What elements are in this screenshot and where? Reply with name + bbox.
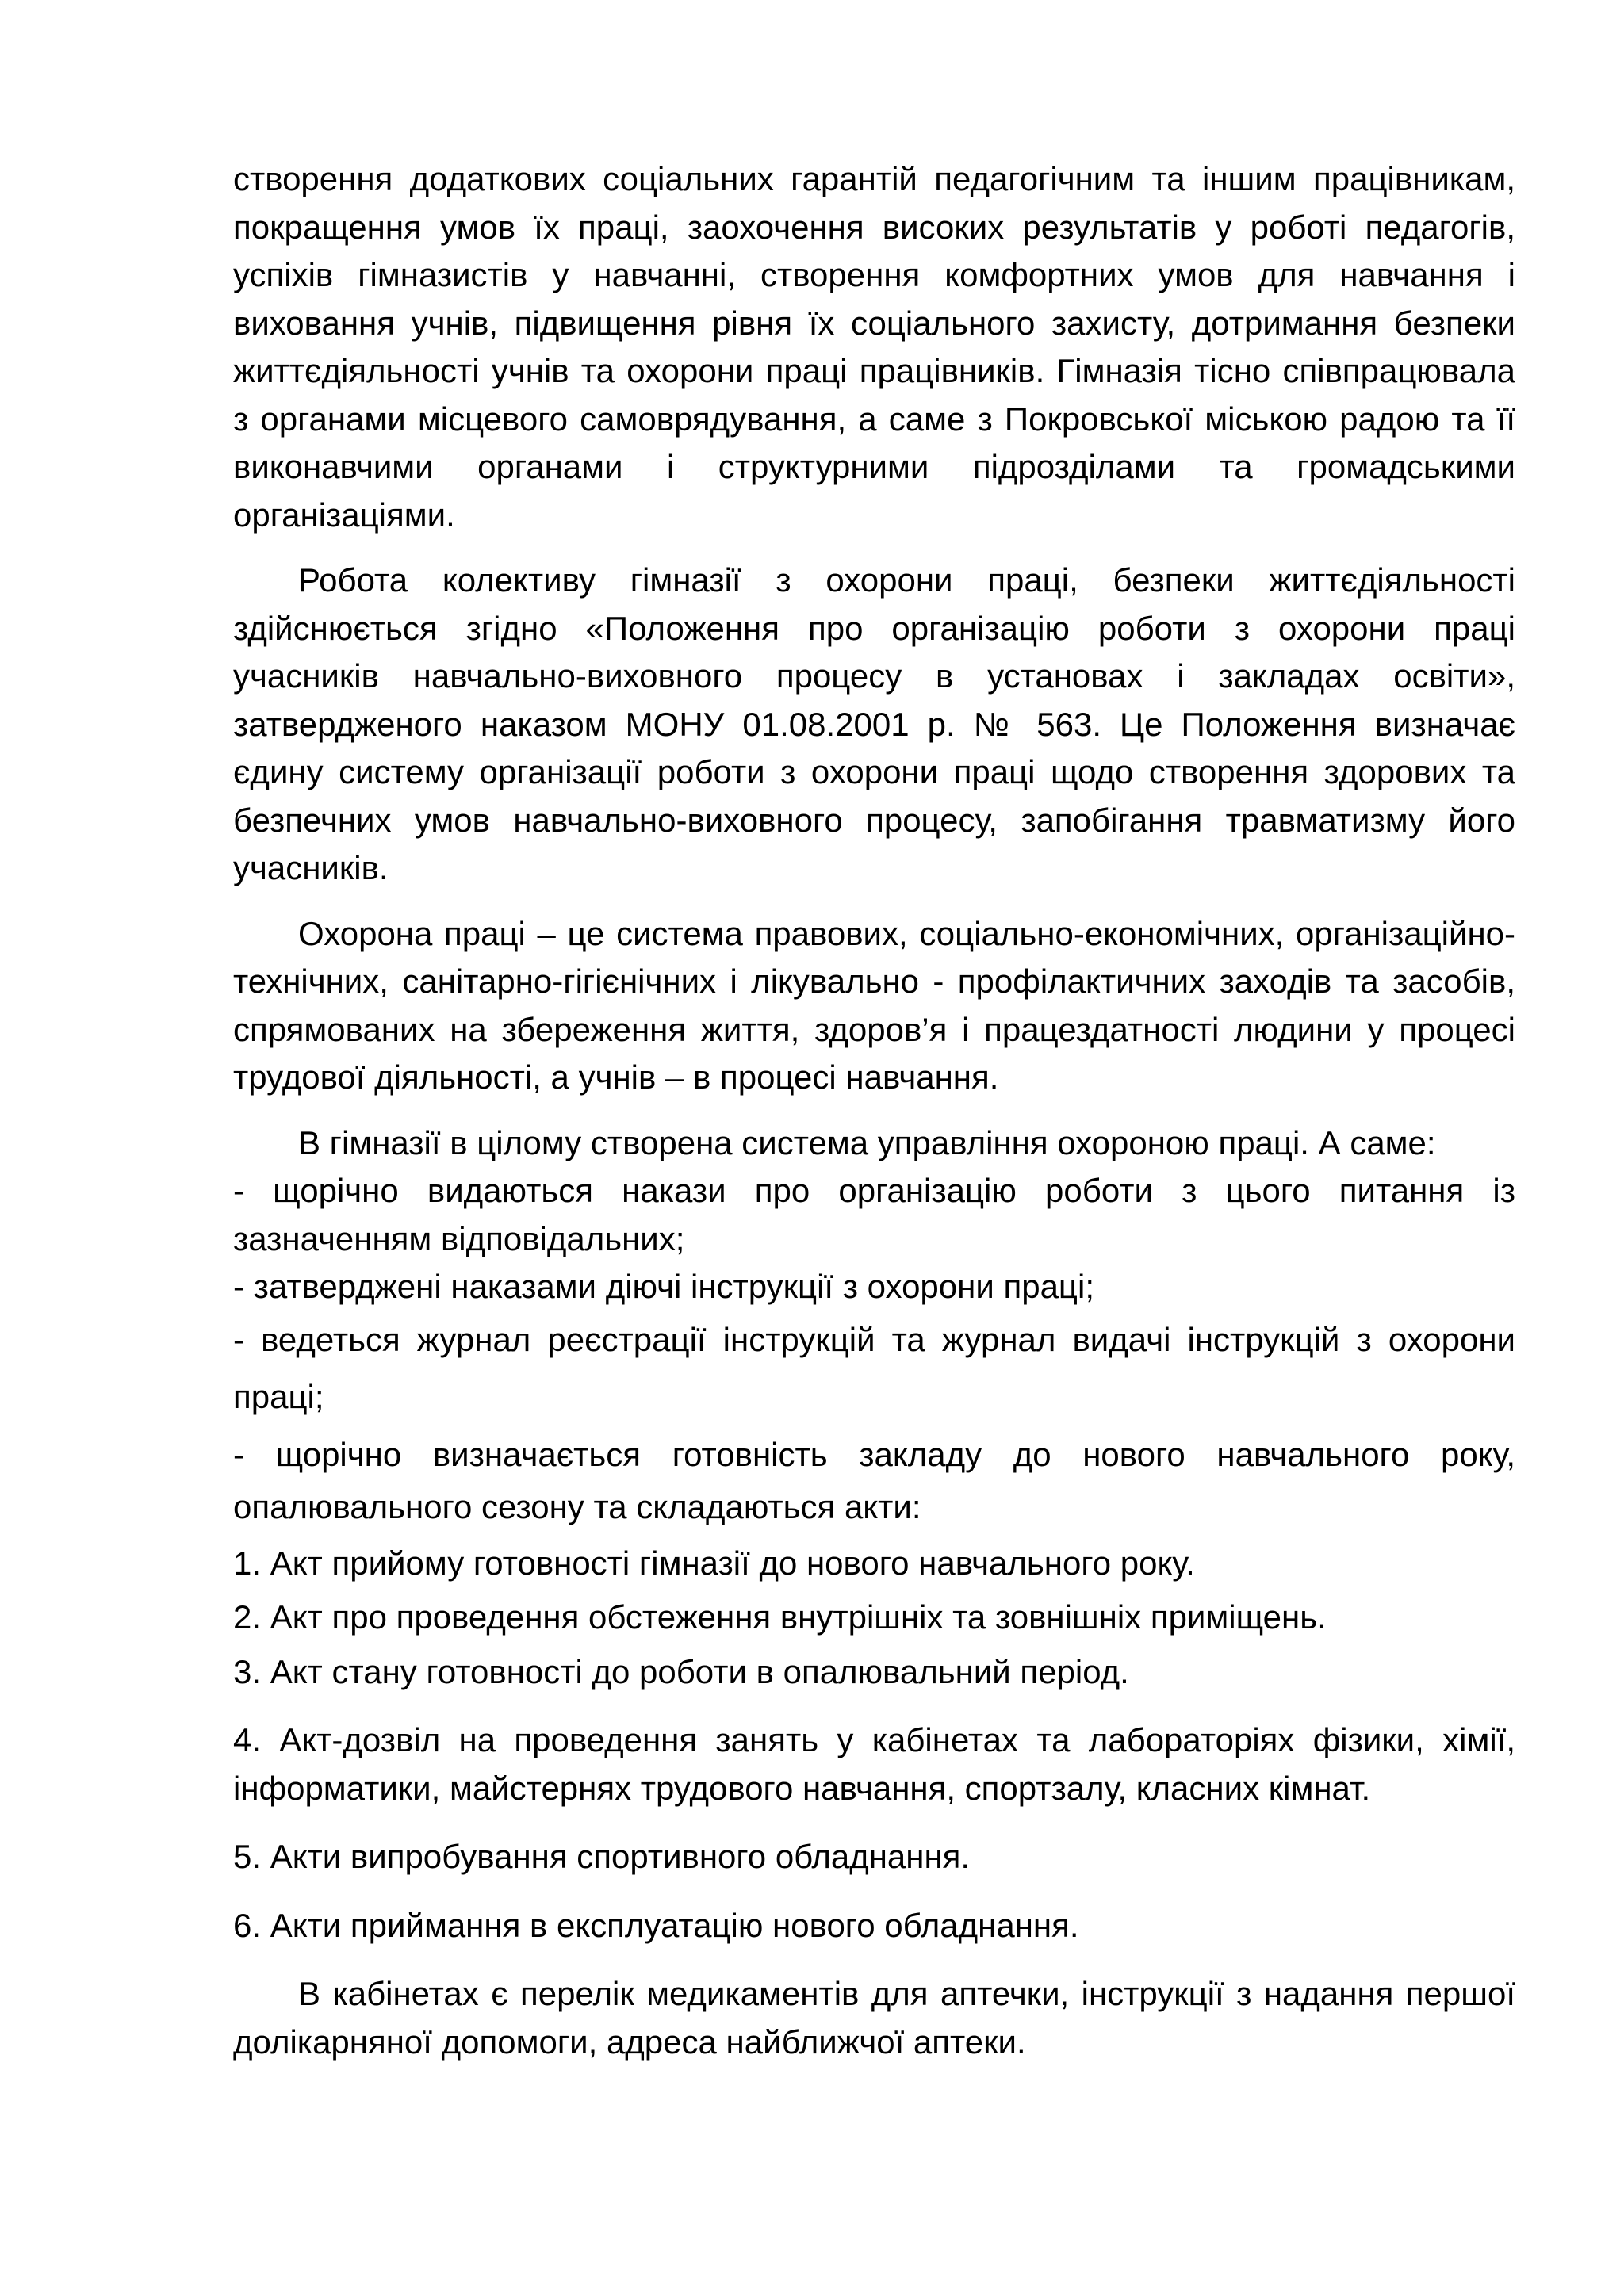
numbered-item: 3. Акт стану готовності до роботи в опалювальний період. <box>233 1652 1129 1690</box>
numbered-item: 1. Акт прийому готовності гімназії до нового навчального року. <box>233 1544 1195 1582</box>
dash-item: - ведеться журнал реєстрації інструкцій та журнал видачі інструкцій з охорони праці; <box>233 1320 1515 1415</box>
document-body <box>233 155 1515 2066</box>
paragraph-management-system: В гімназії в цілому створена система управління охороною праці. А саме: <box>298 1123 1436 1161</box>
paragraph-first-aid-kit: В кабінетах є перелік медикаментів для аптечки, інструкції з надання першої долікарняної допомоги, адреса найближчої аптеки. <box>233 1975 1515 2061</box>
numbered-item: 5. Акти випробування спортивного обладнання. <box>233 1838 971 1875</box>
numbered-item: 4. Акт-дозвіл на проведення занять у кабінетах та лабораторіях фізики, хімії, інформатики, майстернях трудового навчання, спортзалу, класних кімнат. <box>233 1721 1515 1807</box>
paragraph-labor-protection-regulation: Робота колективу гімназії з охорони праці, безпеки життєдіяльності здійснюється згідно «Положення про організацію роботи з охорони праці учасників навчально-виховного процесу в установах і закладах освіти», затвердженого наказом МОНУ 01.08.2001 р. № 563. Це Положення визначає єдину систему організації роботи з охорони праці щодо створення здорових та безпечних умов навчально-виховного процесу, запобігання травматизму його учасників. <box>233 561 1515 886</box>
numbered-item: 6. Акти приймання в експлуатацію нового обладнання. <box>233 1906 1079 1944</box>
dash-item: - затверджені наказами діючі інструкції з охорони праці; <box>233 1268 1094 1305</box>
paragraph-labor-protection-definition: Охорона праці – це система правових, соціально-економічних, організаційно-технічних, санітарно-гігієнічних і лікувально - профілактичних заходів та засобів, спрямованих на збереження життя, здоров’я і працездатності людини у процесі трудової діяльності, а учнів – в процесі навчання. <box>233 914 1515 1096</box>
numbered-item: 2. Акт про проведення обстеження внутрішніх та зовнішніх приміщень. <box>233 1598 1327 1636</box>
dash-item: - щорічно визначається готовність закладу до нового навчального року, опалювального сезону та складаються акти: <box>233 1435 1515 1525</box>
dash-item: - щорічно видаються накази про організацію роботи з цього питання із зазначенням відповідальних; <box>233 1172 1515 1257</box>
paragraph-social-guarantees: створення додаткових соціальних гарантій педагогічним та іншим працівникам, покращення умов їх праці, заохочення високих результатів у роботі педагогів, успіхів гімназистів у навчанні, створення комфортних умов для навчання і виховання учнів, підвищення рівня їх соціального захисту, дотримання безпеки життєдіяльності учнів та охорони праці працівників. Гімназія тісно співпрацювала з органами місцевого самоврядування, а саме з Покровської міською радою та її виконавчими органами і структурними підрозділами та громадськими організаціями. <box>233 160 1515 534</box>
